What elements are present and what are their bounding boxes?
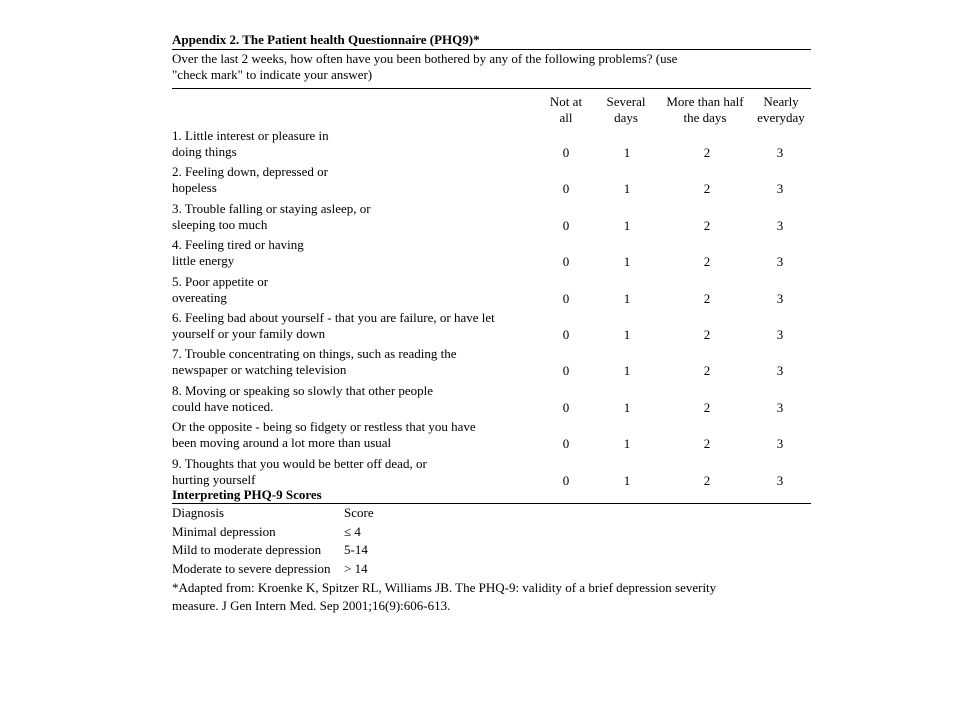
score-range: > 14 (344, 560, 368, 576)
score-more-than-half: 2 (703, 290, 711, 306)
question-row (172, 380, 811, 416)
score-more-than-half: 2 (703, 254, 711, 270)
question-row (172, 161, 811, 197)
question-row (172, 271, 811, 307)
score-nearly-everyday: 3 (776, 254, 784, 270)
score-not-at-all: 0 (562, 363, 570, 379)
score-more-than-half: 2 (703, 326, 711, 342)
score-not-at-all: 0 (562, 399, 570, 415)
diagnosis-label: Minimal depression (172, 523, 276, 539)
score-several-days: 1 (623, 290, 631, 306)
intro-text (172, 50, 811, 89)
question-row (172, 198, 811, 234)
score-nearly-everyday: 3 (776, 326, 784, 342)
score-several-days: 1 (623, 436, 631, 452)
interpreting-row (172, 541, 811, 560)
footnote (172, 579, 811, 615)
score-several-days: 1 (623, 472, 631, 488)
question-text: 8. Moving or speaking so slowly that other people could have noticed. (172, 382, 434, 414)
score-several-days: 1 (623, 399, 631, 415)
score-several-days: 1 (623, 181, 631, 197)
score-more-than-half: 2 (703, 217, 711, 233)
question-row (172, 307, 811, 343)
footnote-line-2: measure. J Gen Intern Med. Sep 2001;16(9):606-613. (172, 597, 451, 613)
document-title: Appendix 2. The Patient health Questionnaire (PHQ9)* (172, 32, 811, 50)
interpreting-header-row (172, 504, 811, 523)
question-text: 7. Trouble concentrating on things, such as reading the newspaper or watching television (172, 346, 457, 378)
score-more-than-half: 2 (703, 472, 711, 488)
question-text: 6. Feeling bad about yourself - that you are failure, or have let yourself or your family down (172, 309, 495, 341)
column-header-more-than-half: More than half the days (666, 94, 744, 125)
question-text: 3. Trouble falling or staying asleep, or sleeping too much (172, 200, 371, 232)
score-several-days: 1 (623, 145, 631, 160)
score-range: ≤ 4 (344, 523, 361, 539)
question-text: 9. Thoughts that you would be better off dead, or hurting yourself (172, 455, 427, 487)
intro-line-2: "check mark" to indicate your answer) (172, 67, 373, 82)
questions-table (172, 125, 811, 489)
column-header-nearly-everyday: Nearly everyday (757, 94, 805, 125)
score-not-at-all: 0 (562, 254, 570, 270)
diagnosis-label: Mild to moderate depression (172, 542, 322, 558)
score-nearly-everyday: 3 (776, 399, 784, 415)
phq9-document (172, 32, 811, 615)
question-text: 4. Feeling tired or having little energy (172, 237, 304, 269)
score-not-at-all: 0 (562, 326, 570, 342)
score-more-than-half: 2 (703, 399, 711, 415)
score-nearly-everyday: 3 (776, 363, 784, 379)
diagnosis-label: Moderate to severe depression (172, 560, 331, 576)
question-row (172, 453, 811, 489)
score-nearly-everyday: 3 (776, 290, 784, 306)
intro-line-1: Over the last 2 weeks, how often have you been bothered by any of the following problems? (use (172, 51, 678, 66)
score-not-at-all: 0 (562, 436, 570, 452)
footnote-line-1: *Adapted from: Kroenke K, Spitzer RL, Williams JB. The PHQ-9: validity of a brief depression severity (172, 579, 717, 595)
score-not-at-all: 0 (562, 217, 570, 233)
question-row (172, 234, 811, 270)
score-nearly-everyday: 3 (776, 217, 784, 233)
score-nearly-everyday: 3 (776, 472, 784, 488)
score-more-than-half: 2 (703, 145, 711, 160)
score-header: Score (344, 504, 374, 520)
question-text: 5. Poor appetite or overeating (172, 273, 269, 305)
score-range: 5-14 (344, 542, 368, 558)
question-row (172, 416, 811, 452)
score-not-at-all: 0 (562, 290, 570, 306)
interpreting-row (172, 523, 811, 542)
score-not-at-all: 0 (562, 145, 570, 160)
diagnosis-header: Diagnosis (172, 504, 224, 520)
question-text: Or the opposite - being so fidgety or restless that you have been moving around a lot more than usual (172, 419, 476, 451)
score-several-days: 1 (623, 254, 631, 270)
score-more-than-half: 2 (703, 363, 711, 379)
score-several-days: 1 (623, 363, 631, 379)
interpreting-title: Interpreting PHQ-9 Scores (172, 488, 811, 504)
score-several-days: 1 (623, 217, 631, 233)
score-not-at-all: 0 (562, 181, 570, 197)
score-more-than-half: 2 (703, 181, 711, 197)
column-header-several-days: Several days (606, 94, 646, 125)
column-header-row (172, 89, 811, 125)
score-nearly-everyday: 3 (776, 145, 784, 160)
score-not-at-all: 0 (562, 472, 570, 488)
question-text: 1. Little interest or pleasure in doing things (172, 128, 329, 159)
score-nearly-everyday: 3 (776, 436, 784, 452)
score-more-than-half: 2 (703, 436, 711, 452)
interpreting-row (172, 560, 811, 579)
question-row (172, 343, 811, 379)
score-several-days: 1 (623, 326, 631, 342)
column-header-not-at-all: Not at all (549, 94, 583, 125)
question-text: 2. Feeling down, depressed or hopeless (172, 164, 328, 196)
question-row (172, 125, 811, 161)
score-nearly-everyday: 3 (776, 181, 784, 197)
